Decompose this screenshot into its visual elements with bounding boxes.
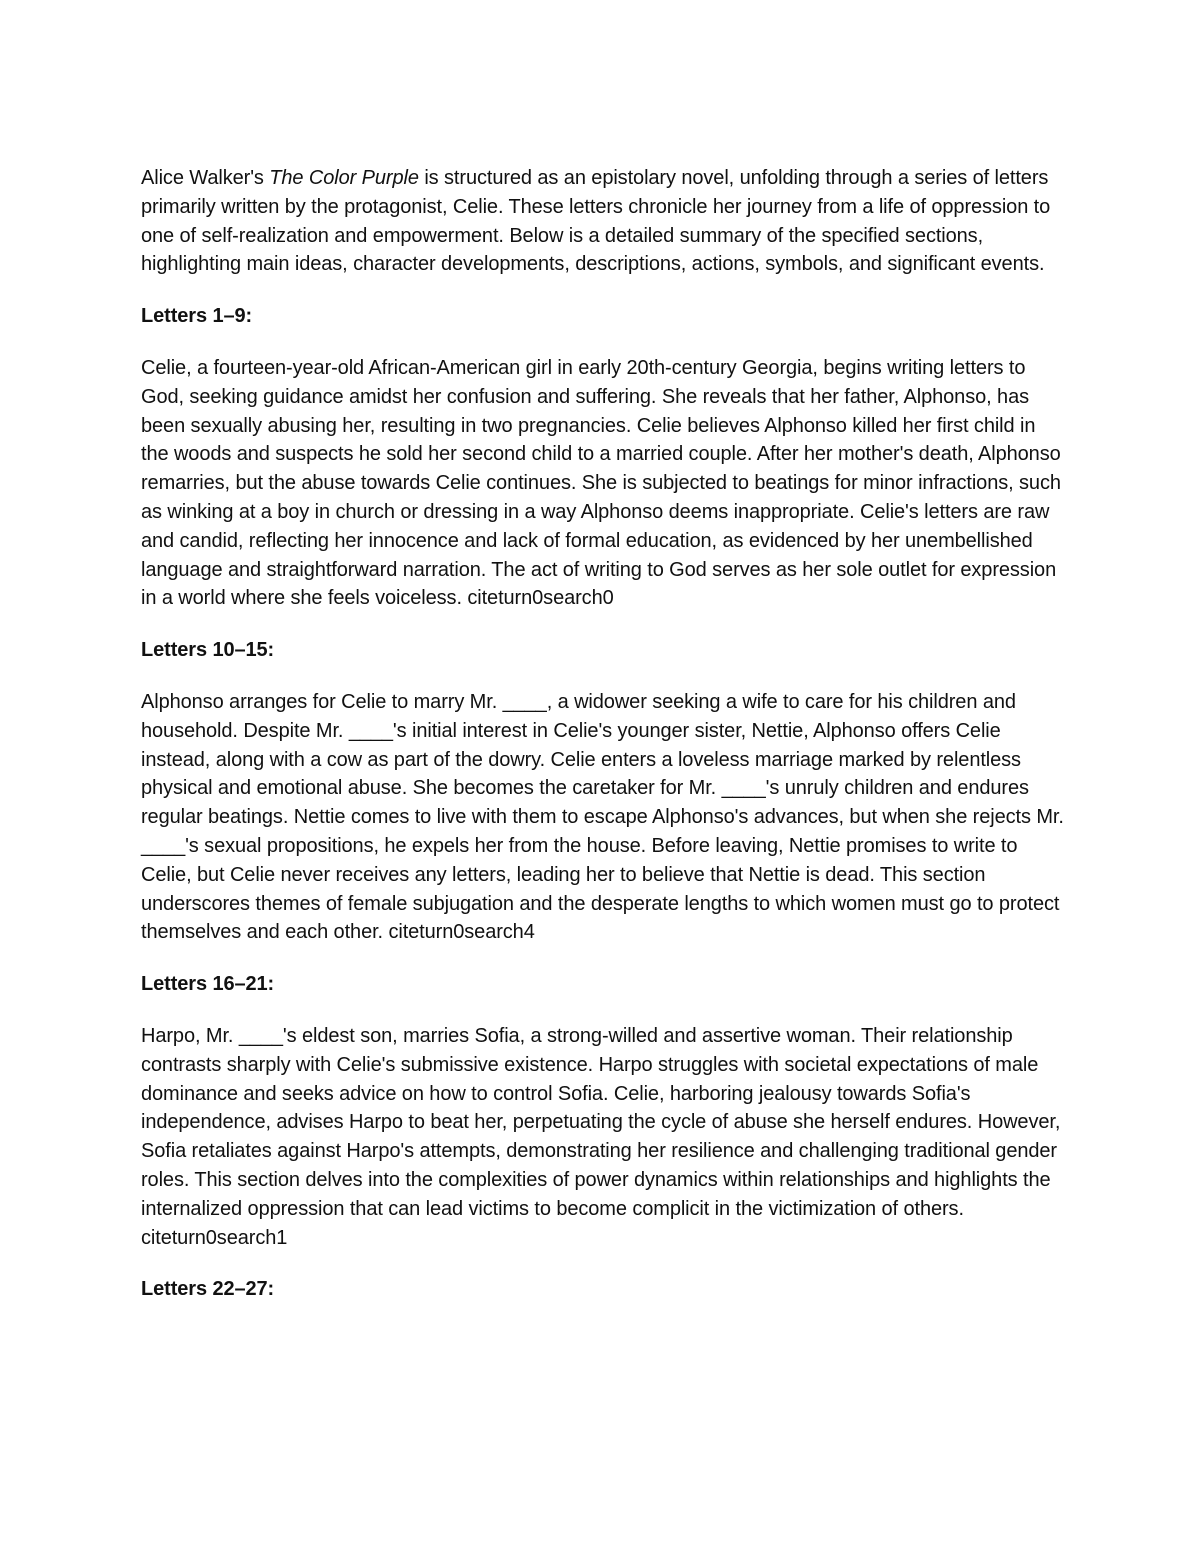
section-body: Celie, a fourteen-year-old African-American girl in early 20th-century Georgia, begins writing letters to God, seeking guidance amidst her confusion and suffering. She reveals that her father, Alphonso, has been sexually abusing her, resulting in two pregnancies. Celie believes Alphonso killed her first child in the woods and suspects he sold her second child to a married couple. After her mother's death, Alphonso remarries, but the abuse towards Celie continues. She is subjected to beatings for minor infractions, such as winking at a boy in church or dressing in a way Alphonso deems inappropriate. Celie's letters are raw and candid, reflecting her innocence and lack of formal education, as evidenced by her unembellished language and straightforward narration. The act of writing to God serves as her sole outlet for expression in a world where she feels voiceless. citeturn0search0 [141,356,1061,610]
section-body: Alphonso arranges for Celie to marry Mr. ____, a widower seeking a wife to care for his children and household. Despite Mr. ____'s initial interest in Celie's younger sister, Nettie, Alphonso offers Celie instead, along with a cow as part of the dowry. Celie enters a loveless marriage marked by relentless physical and emotional abuse. She becomes the caretaker for Mr. ____'s unruly children and endures regular beatings. Nettie comes to live with them to escape Alphonso's advances, but when she rejects Mr. ____'s sexual propositions, he expels her from the house. Before leaving, Nettie promises to write to Celie, but Celie never receives any letters, leading her to believe that Nettie is dead. This section underscores themes of female subjugation and the desperate lengths to which women must go to protect themselves and each other. citeturn0search4 [141,690,1064,944]
intro-lead: Alice Walker's [141,167,270,189]
book-title: The Color Purple [269,167,419,189]
section-heading: Letters 22–27: [141,1278,275,1301]
intro-rest: is structured as an epistolary novel, unfolding through a series of letters primarily written by the protagonist, Celie. These letters chronicle her journey from a life of oppression to one of self-realization and empowerment. Below is a detailed summary of the specified sections, highlighting main ideas, character developments, descriptions, actions, symbols, and significant events. [141,167,1051,276]
section-heading: Letters 1–9: [141,305,253,328]
section-heading: Letters 10–15: [141,639,275,662]
section-body: Harpo, Mr. ____'s eldest son, marries Sofia, a strong-willed and assertive woman. Their relationship contrasts sharply with Celie's submissive existence. Harpo struggles with societal expectations of male dominance and seeks advice on how to control Sofia. Celie, harboring jealousy towards Sofia's independence, advises Harpo to beat her, perpetuating the cycle of abuse she herself endures. However, Sofia retaliates against Harpo's attempts, demonstrating her resilience and challenging traditional gender roles. This section delves into the complexities of power dynamics within relationships and highlights the internalized oppression that can lead victims to become complicit in the victimization of others. citeturn0search1 [141,1024,1061,1249]
section-heading: Letters 16–21: [141,973,275,996]
document-body [141,164,1066,1327]
intro-paragraph [141,164,1066,279]
